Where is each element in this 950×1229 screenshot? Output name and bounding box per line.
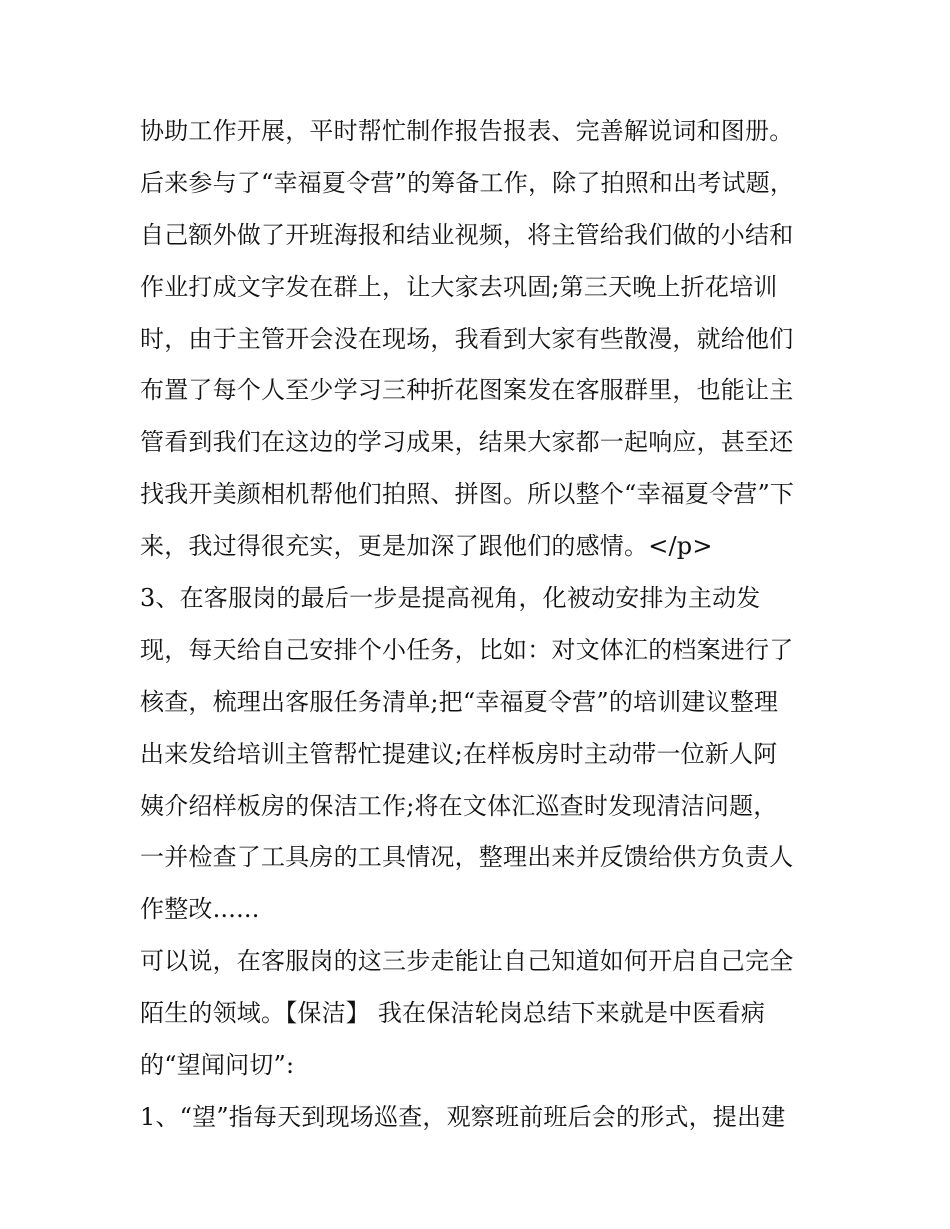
text-line: 出来发给培训主管帮忙提建议;在样板房时主动带一位新人阿 [140,739,778,768]
text-line: 3、在客服岗的最后一步是提高视角，化被动安排为主动发 [140,584,761,613]
text-line: 时，由于主管开会没在现场，我看到大家有些散漫，就给他们 [140,324,794,353]
text-line: 作整改...... [140,895,260,924]
text-line: 管看到我们在这边的学习成果，结果大家都一起响应，甚至还 [140,428,794,457]
text-line: 后来参与了“幸福夏令营”的筹备工作，除了拍照和出考试题， [140,168,795,197]
text-line: 协助工作开展，平时帮忙制作报告报表、完善解说词和图册。 [140,117,794,145]
text-line: 自己额外做了开班海报和结业视频，将主管给我们做的小结和 [140,220,794,249]
text-line: 找我开美颜相机帮他们拍照、拼图。所以整个“幸福夏令营”下 [140,480,795,509]
text-line: 现，每天给自己安排个小任务，比如：对文体汇的档案进行了 [140,635,794,664]
text-line: 1、“望”指每天到现场巡查，观察班前班后会的形式，提出建 [140,1102,786,1131]
text-line: 作业打成文字发在群上，让大家去巩固;第三天晚上折花培训 [140,272,778,301]
document-body [140,108,820,1146]
text-line: 姨介绍样板房的保洁工作;将在文体汇巡查时发现清洁问题， [140,791,778,820]
text-line: 布置了每个人至少学习三种折花图案发在客服群里，也能让主 [140,376,794,405]
text-line: 核查，梳理出客服任务清单;把“幸福夏令营”的培训建议整理 [140,687,779,716]
text-line: 的“望闻问切”: [140,1051,295,1080]
text-line: 陌生的领域。【保洁】 我在保洁轮岗总结下来就是中医看病 [140,999,766,1028]
text-line: 可以说，在客服岗的这三步走能让自己知道如何开启自己完全 [140,947,794,976]
text-line: 来，我过得很充实，更是加深了跟他们的感情。</p> [140,532,713,561]
text-line: 一并检查了工具房的工具情况，整理出来并反馈给供方负责人 [140,843,794,872]
